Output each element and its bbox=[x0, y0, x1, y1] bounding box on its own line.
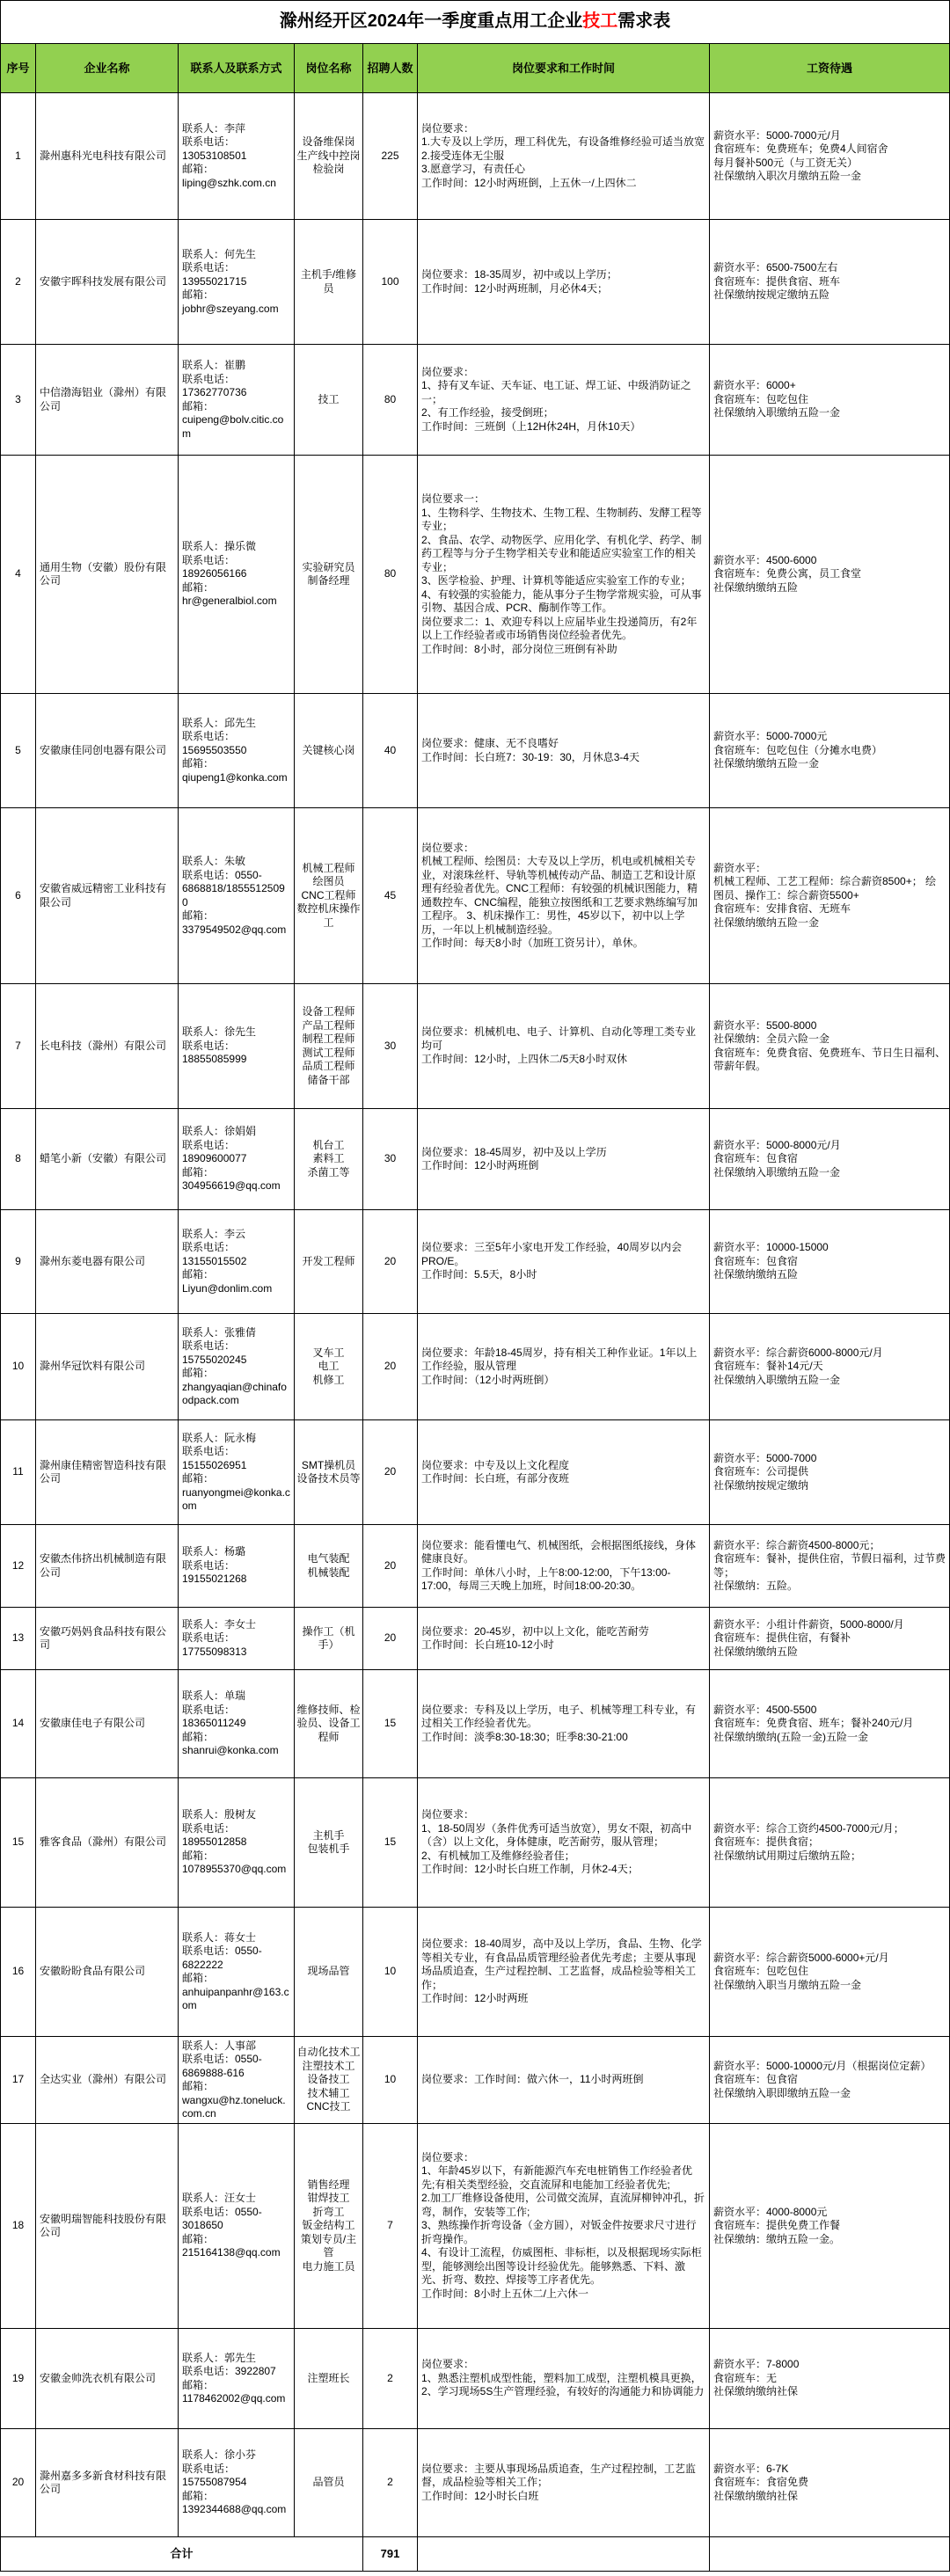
table-row bbox=[0, 694, 950, 808]
table-row bbox=[0, 1314, 950, 1420]
contact-info: 联系人：殷树友 联系电话：18955012858 邮箱：1078955370@qq.com bbox=[179, 1778, 295, 1908]
position-name: 技工 bbox=[295, 345, 363, 456]
row-index: 1 bbox=[0, 93, 36, 220]
company-name: 安徽金帅洗衣机有限公司 bbox=[36, 2329, 179, 2429]
position-name: 机械工程师 绘图员 CNC工程师 数控机床操作工 bbox=[295, 808, 363, 984]
salary-benefits: 薪资水平：5000-10000元/月（根据岗位定薪） 食宿班车：包食宿 社保缴纳入职即缴纳五险一金 bbox=[710, 2037, 950, 2124]
contact-info: 联系人：徐先生 联系电话：18855085999 bbox=[179, 984, 295, 1109]
job-requirements: 岗位要求：中专及以上文化程度 工作时间：长白班，有部分夜班 bbox=[418, 1420, 710, 1525]
total-empty-salary bbox=[710, 2537, 950, 2572]
salary-benefits: 薪资水平：5000-7000 食宿班车：公司提供 社保缴纳按规定缴纳 bbox=[710, 1420, 950, 1525]
header-count: 招聘人数 bbox=[363, 44, 418, 93]
row-index: 9 bbox=[0, 1210, 36, 1314]
job-requirements: 岗位要求：18-35周岁，初中或以上学历； 工作时间：12小时两班制，月必休4天； bbox=[418, 220, 710, 345]
row-index: 11 bbox=[0, 1420, 36, 1525]
total-row bbox=[0, 2537, 950, 2572]
salary-benefits: 薪资水平：7-8000 食宿班车：无 社保缴纳缴纳社保 bbox=[710, 2329, 950, 2429]
salary-benefits: 薪资水平：6000+ 食宿班车：包吃包住 社保缴纳入职缴纳五险一金 bbox=[710, 345, 950, 456]
company-name: 安徽省威远精密工业科技有限公司 bbox=[36, 808, 179, 984]
salary-benefits: 薪资水平：综合薪资4500-8000元； 食宿班车：餐补，提供住宿，节假日福利，过节费等； 社保缴纳：五险。 bbox=[710, 1525, 950, 1608]
job-requirements: 岗位要求：三至5年小家电开发工作经验，40周岁以内会PRO/E。 工作时间：5.5天，8小时 bbox=[418, 1210, 710, 1314]
position-name: SMT操机员 设备技术员等 bbox=[295, 1420, 363, 1525]
position-name: 品管员 bbox=[295, 2429, 363, 2537]
contact-info: 联系人：何先生 联系电话：13955021715 邮箱：jobhr@szeyang.com bbox=[179, 220, 295, 345]
row-index: 8 bbox=[0, 1109, 36, 1210]
header-company: 企业名称 bbox=[36, 44, 179, 93]
total-empty-requirements bbox=[418, 2537, 710, 2572]
salary-benefits: 薪资水平：4000-8000元 食宿班车：提供免费工作餐 社保缴纳：缴纳五险一金。 bbox=[710, 2124, 950, 2329]
contact-info: 联系人：蒋女士 联系电话：0550-6822222 邮箱：anhuipanpanhr@163.com bbox=[179, 1908, 295, 2037]
job-requirements: 岗位要求： 1、18-50周岁（条件优秀可适当放宽），男女不限，初高中（含）以上文化，身体健康，吃苦耐劳，服从管理； 2、有机械加工及维修经验者佳； 工作时间：12小时长白班工作制，月休2-4天； bbox=[418, 1778, 710, 1908]
title-prefix: 滁州经开区2024年一季度重点用工企业 bbox=[279, 11, 583, 32]
hiring-count: 80 bbox=[363, 345, 418, 456]
company-name: 安徽康佳电子有限公司 bbox=[36, 1670, 179, 1778]
company-name: 滁州华冠饮料有限公司 bbox=[36, 1314, 179, 1420]
table-row bbox=[0, 984, 950, 1109]
table-row bbox=[0, 1525, 950, 1608]
contact-info: 联系人：人事部 联系电话：0550-6869888-616 邮箱：wangxu@hz.toneluck.com.cn bbox=[179, 2037, 295, 2124]
contact-info: 联系人：郭先生 联系电话：3922807 邮箱：1178462002@qq.com bbox=[179, 2329, 295, 2429]
job-requirements: 岗位要求：机械机电、电子、计算机、自动化等理工类专业均可 工作时间：12小时，上四休二/5天8小时双休 bbox=[418, 984, 710, 1109]
position-name: 现场品管 bbox=[295, 1908, 363, 2037]
hiring-count: 225 bbox=[363, 93, 418, 220]
total-count: 791 bbox=[363, 2537, 418, 2572]
table-row bbox=[0, 456, 950, 694]
salary-benefits: 薪资水平：5500-8000 社保缴纳：全员六险一金 食宿班车：免费食宿、免费班车、节日生日福利、带薪年假。 bbox=[710, 984, 950, 1109]
company-name: 安徽杰伟挤出机械制造有限公司 bbox=[36, 1525, 179, 1608]
position-name: 机台工 素料工 杀菌工等 bbox=[295, 1109, 363, 1210]
row-index: 17 bbox=[0, 2037, 36, 2124]
job-requirements: 岗位要求： 1、持有叉车证、天车证、电工证、焊工证、中级消防证之一； 2、有工作经验，接受倒班； 工作时间：三班倒（上12H休24H，月休10天） bbox=[418, 345, 710, 456]
contact-info: 联系人：徐娟娟 联系电话：18909600077 邮箱：304956619@qq.com bbox=[179, 1109, 295, 1210]
salary-benefits: 薪资水平：4500-5500 食宿班车：免费食宿、班车；餐补240元/月 社保缴纳缴纳(五险一金)五险一金 bbox=[710, 1670, 950, 1778]
row-index: 4 bbox=[0, 456, 36, 694]
hiring-count: 20 bbox=[363, 1210, 418, 1314]
company-name: 长电科技（滁州）有限公司 bbox=[36, 984, 179, 1109]
hiring-count: 20 bbox=[363, 1420, 418, 1525]
contact-info: 联系人：汪女士 联系电话：0550-3018650 邮箱：215164138@qq.com bbox=[179, 2124, 295, 2329]
position-name: 设备维保岗 生产线中控岗 检验岗 bbox=[295, 93, 363, 220]
row-index: 18 bbox=[0, 2124, 36, 2329]
row-index: 3 bbox=[0, 345, 36, 456]
hiring-count: 40 bbox=[363, 694, 418, 808]
salary-benefits: 薪资水平：5000-7000元 食宿班车：包吃包住（分摊水电费） 社保缴纳缴纳五险一金 bbox=[710, 694, 950, 808]
hiring-count: 2 bbox=[363, 2329, 418, 2429]
contact-info: 联系人：崔鹏 联系电话：17362770736 邮箱：cuipeng@bolv.citic.com bbox=[179, 345, 295, 456]
company-name: 滁州东菱电器有限公司 bbox=[36, 1210, 179, 1314]
table-row bbox=[0, 1908, 950, 2037]
table-row bbox=[0, 93, 950, 220]
table-row bbox=[0, 2429, 950, 2537]
hiring-count: 10 bbox=[363, 2037, 418, 2124]
table-body bbox=[0, 93, 950, 2537]
position-name: 维修技师、检验员、设备工程师 bbox=[295, 1670, 363, 1778]
position-name: 销售经理 钳焊技工 折弯工 钣金结构工 策划专员/主管 电力施工员 bbox=[295, 2124, 363, 2329]
position-name: 实验研究员 制备经理 bbox=[295, 456, 363, 694]
header-index: 序号 bbox=[0, 44, 36, 93]
salary-benefits: 薪资水平：4500-6000 食宿班车：免费公寓，员工食堂 社保缴纳缴纳五险 bbox=[710, 456, 950, 694]
contact-info: 联系人：李萍 联系电话：13053108501 邮箱：liping@szhk.com.cn bbox=[179, 93, 295, 220]
position-name: 电气装配 机械装配 bbox=[295, 1525, 363, 1608]
job-requirements: 岗位要求：能看懂电气、机械图纸，会根据图纸接线，身体健康良好。 工作时间：单休八小时，上午8:00-12:00，下午13:00-17:00，每周三天晚上加班，时间18:00-20:30。 bbox=[418, 1525, 710, 1608]
position-name: 叉车工 电工 机修工 bbox=[295, 1314, 363, 1420]
company-name: 中信渤海铝业（滁州）有限公司 bbox=[36, 345, 179, 456]
company-name: 滁州嘉多多新食材科技有限公司 bbox=[36, 2429, 179, 2537]
contact-info: 联系人：操乐微 联系电话：18926056166 邮箱：hr@generalbiol.com bbox=[179, 456, 295, 694]
row-index: 15 bbox=[0, 1778, 36, 1908]
contact-info: 联系人：李女士 联系电话：17755098313 bbox=[179, 1608, 295, 1670]
row-index: 10 bbox=[0, 1314, 36, 1420]
salary-benefits: 薪资水平： 机械工程师、工艺工程师：综合薪资8500+； 绘图员、操作工：综合薪资5500+ 食宿班车：安排食宿、无班车 社保缴纳缴纳五险一金 bbox=[710, 808, 950, 984]
row-index: 20 bbox=[0, 2429, 36, 2537]
hiring-count: 10 bbox=[363, 1908, 418, 2037]
hiring-count: 30 bbox=[363, 984, 418, 1109]
row-index: 2 bbox=[0, 220, 36, 345]
row-index: 7 bbox=[0, 984, 36, 1109]
contact-info: 联系人：单瑞 联系电话：18365011249 邮箱：shanrui@konka.com bbox=[179, 1670, 295, 1778]
company-name: 通用生物（安徽）股份有限公司 bbox=[36, 456, 179, 694]
salary-benefits: 薪资水平：6500-7500左右 食宿班车：提供食宿、班车 社保缴纳按规定缴纳五险 bbox=[710, 220, 950, 345]
job-requirements: 岗位要求：18-40周岁，高中及以上学历，食品、生物、化学等相关专业，有食品品质管理经验者优先考虑；主要从事现场品质追查，生产过程控制、工艺监督，成品检验等相关工作； 工作时间：12小时两班 bbox=[418, 1908, 710, 2037]
table-row bbox=[0, 1420, 950, 1525]
job-requirements: 岗位要求：20-45岁，初中以上文化，能吃苦耐劳 工作时间：长白班10-12小时 bbox=[418, 1608, 710, 1670]
position-name: 关键核心岗 bbox=[295, 694, 363, 808]
contact-info: 联系人：阮永梅 联系电话：15155026951 邮箱：ruanyongmei@konka.com bbox=[179, 1420, 295, 1525]
table-title bbox=[0, 0, 950, 44]
hiring-count: 45 bbox=[363, 808, 418, 984]
company-name: 安徽明瑞智能科技股份有限公司 bbox=[36, 2124, 179, 2329]
table-row bbox=[0, 2124, 950, 2329]
table-row bbox=[0, 1608, 950, 1670]
table-row bbox=[0, 1778, 950, 1908]
position-name: 设备工程师 产品工程师 制程工程师 测试工程师 品质工程师 储备干部 bbox=[295, 984, 363, 1109]
salary-benefits: 薪资水平：10000-15000 食宿班车：包食宿 社保缴纳缴纳五险 bbox=[710, 1210, 950, 1314]
hiring-count: 15 bbox=[363, 1670, 418, 1778]
company-name: 蜡笔小新（安徽）有限公司 bbox=[36, 1109, 179, 1210]
position-name: 主机手/维修员 bbox=[295, 220, 363, 345]
table-row bbox=[0, 2037, 950, 2124]
header-position: 岗位名称 bbox=[295, 44, 363, 93]
table-row bbox=[0, 1109, 950, 1210]
contact-info: 联系人：李云 联系电话：13155015502 邮箱：Liyun@donlim.com bbox=[179, 1210, 295, 1314]
job-requirements: 岗位要求：专科及以上学历，电子、机械等理工科专业，有过相关工作经验者优先。 工作时间：淡季8:30-18:30；旺季8:30-21:00 bbox=[418, 1670, 710, 1778]
row-index: 16 bbox=[0, 1908, 36, 2037]
table-row bbox=[0, 1670, 950, 1778]
hiring-count: 30 bbox=[363, 1109, 418, 1210]
job-requirements: 岗位要求： 1、熟悉注塑机成型性能，塑料加工成型，注塑机模具更换， 2、学习现场5S生产管理经验，有较好的沟通能力和协调能力 bbox=[418, 2329, 710, 2429]
hiring-count: 20 bbox=[363, 1525, 418, 1608]
job-requirements: 岗位要求：18-45周岁，初中及以上学历 工作时间：12小时两班倒 bbox=[418, 1109, 710, 1210]
job-requirements: 岗位要求：健康、无不良嗜好 工作时间：长白班7：30-19：30，月休息3-4天 bbox=[418, 694, 710, 808]
contact-info: 联系人：杨璐 联系电话：19155021268 bbox=[179, 1525, 295, 1608]
contact-info: 联系人：邱先生 联系电话：15695503550 邮箱：qiupeng1@konka.com bbox=[179, 694, 295, 808]
title-highlight: 技工 bbox=[582, 11, 618, 32]
salary-benefits: 薪资水平：综合工资约4500-7000元/月； 食宿班车：提供食宿； 社保缴纳试用期过后缴纳五险； bbox=[710, 1778, 950, 1908]
salary-benefits: 薪资水平：5000-7000元/月 食宿班车：免费班车；免费4人间宿舍 每月餐补500元（与工资无关） 社保缴纳入职次月缴纳五险一金 bbox=[710, 93, 950, 220]
contact-info: 联系人：张雅倩 联系电话：15755020245 邮箱：zhangyaqian@chinafoodpack.com bbox=[179, 1314, 295, 1420]
table-row bbox=[0, 808, 950, 984]
company-name: 滁州惠科光电科技有限公司 bbox=[36, 93, 179, 220]
hiring-count: 15 bbox=[363, 1778, 418, 1908]
hiring-count: 20 bbox=[363, 1314, 418, 1420]
job-requirements: 岗位要求： 1、年龄45岁以下，有新能源汽车充电桩销售工作经验者优先;有相关类型经验，交直流屏和电能加工经验者优先; 2.加工厂维修设备使用，公司做交流屏，直流屏柳钟冲孔，折弯，制作，安装等工作; 3、熟练操作折弯设备（金方圆），对钣金件按要求尺寸进行折弯操作。 4、有设计工流程，仿威图柜、非标柜，以及根据现场实际柜型，能够测绘出图等设计经验优先。能够熟悉、下料、激光、折弯、数控、焊接等工序者优先。 工作时间：8小时上五休二/上六休一 bbox=[418, 2124, 710, 2329]
contact-info: 联系人：朱敏 联系电话：0550-6868818/18555125090 邮箱：3379549502@qq.com bbox=[179, 808, 295, 984]
total-label: 合计 bbox=[0, 2537, 363, 2572]
job-requirements: 岗位要求： 机械工程师、绘图员：大专及以上学历，机电或机械相关专业，对滚珠丝杆、导轨等机械传动产品、制造工艺和设计原理有经验者优先。CNC工程师：有较强的机械识图能力，精通数控车、CNC编程，能独立按图纸和工艺要求熟练编写加工程序。 3、机床操作工：男性，45岁以下，初中以上学历，一年以上机械制造经验。 工作时间：每天8小时（加班工资另计），单休。 bbox=[418, 808, 710, 984]
table-row bbox=[0, 345, 950, 456]
header-salary: 工资待遇 bbox=[710, 44, 950, 93]
company-name: 安徽康佳同创电器有限公司 bbox=[36, 694, 179, 808]
table-row bbox=[0, 2329, 950, 2429]
position-name: 主机手 包装机手 bbox=[295, 1778, 363, 1908]
row-index: 19 bbox=[0, 2329, 36, 2429]
title-suffix: 需求表 bbox=[618, 11, 671, 32]
header-row bbox=[0, 44, 950, 93]
row-index: 13 bbox=[0, 1608, 36, 1670]
job-requirements: 岗位要求：年龄18-45周岁，持有相关工种作业证。1年以上工作经验，服从管理 工作时间：（12小时两班倒） bbox=[418, 1314, 710, 1420]
hiring-count: 7 bbox=[363, 2124, 418, 2329]
company-name: 安徽巧妈妈食品科技有限公司 bbox=[36, 1608, 179, 1670]
table-row bbox=[0, 220, 950, 345]
salary-benefits: 薪资水平：6-7K 食宿班车：食宿免费 社保缴纳缴纳社保 bbox=[710, 2429, 950, 2537]
position-name: 自动化技术工 注塑技术工 设备技工 技术辅工 CNC技工 bbox=[295, 2037, 363, 2124]
job-requirements: 岗位要求：主要从事现场品质追查，生产过程控制，工艺监督，成品检验等相关工作； 工作时间：12小时长白班 bbox=[418, 2429, 710, 2537]
table-row bbox=[0, 1210, 950, 1314]
job-requirements: 岗位要求： 1.大专及以上学历，理工科优先，有设备维修经验可适当放宽 2.接受连体无尘服 3.愿意学习，有责任心 工作时间：12小时两班倒，上五休一/上四休二 bbox=[418, 93, 710, 220]
position-name: 操作工（机手） bbox=[295, 1608, 363, 1670]
position-name: 开发工程师 bbox=[295, 1210, 363, 1314]
company-name: 安徽宇晖科技发展有限公司 bbox=[36, 220, 179, 345]
row-index: 14 bbox=[0, 1670, 36, 1778]
row-index: 5 bbox=[0, 694, 36, 808]
row-index: 12 bbox=[0, 1525, 36, 1608]
row-index: 6 bbox=[0, 808, 36, 984]
header-requirements: 岗位要求和工作时间 bbox=[418, 44, 710, 93]
job-requirements: 岗位要求：工作时间：做六休一，11小时两班倒 bbox=[418, 2037, 710, 2124]
company-name: 雅客食品（滁州）有限公司 bbox=[36, 1778, 179, 1908]
hiring-count: 80 bbox=[363, 456, 418, 694]
hiring-count: 100 bbox=[363, 220, 418, 345]
hiring-count: 2 bbox=[363, 2429, 418, 2537]
company-name: 安徽盼盼食品有限公司 bbox=[36, 1908, 179, 2037]
hiring-count: 20 bbox=[363, 1608, 418, 1670]
salary-benefits: 薪资水平：综合薪资6000-8000元/月 食宿班车：餐补14元/天 社保缴纳入职缴纳五险一金 bbox=[710, 1314, 950, 1420]
header-contact: 联系人及联系方式 bbox=[179, 44, 295, 93]
salary-benefits: 薪资水平：小组计件薪资，5000-8000/月 食宿班车：提供住宿，有餐补 社保缴纳缴纳五险 bbox=[710, 1608, 950, 1670]
company-name: 全达实业（滁州）有限公司 bbox=[36, 2037, 179, 2124]
position-name: 注塑班长 bbox=[295, 2329, 363, 2429]
salary-benefits: 薪资水平：5000-8000元/月 食宿班车：包食宿 社保缴纳入职缴纳五险一金 bbox=[710, 1109, 950, 1210]
company-name: 滁州康佳精密智造科技有限公司 bbox=[36, 1420, 179, 1525]
salary-benefits: 薪资水平：综合薪资5000-6000+元/月 食宿班车：包吃包住 社保缴纳入职当月缴纳五险一金 bbox=[710, 1908, 950, 2037]
job-requirements: 岗位要求一： 1、生物科学、生物技术、生物工程、生物制药、发酵工程等专业； 2、食品、农学、动物医学、应用化学、有机化学、药学、制药工程等与分子生物学相关专业和能适应实验室工作的相关专业； 3、医学检验、护理、计算机等能适应实验室工作的专业； 4、有较强的实验能力，能从事分子生物学常规实验，可从事引物、基因合成、PCR、酶制作等工作。 岗位要求二：1、欢迎专科以上应届毕业生投递简历，有2年以上工作经验者或市场销售岗位经验者优先。 工作时间：8小时，部分岗位三班倒有补助 bbox=[418, 456, 710, 694]
contact-info: 联系人：徐小芬 联系电话：15755087954 邮箱：1392344688@qq.com bbox=[179, 2429, 295, 2537]
